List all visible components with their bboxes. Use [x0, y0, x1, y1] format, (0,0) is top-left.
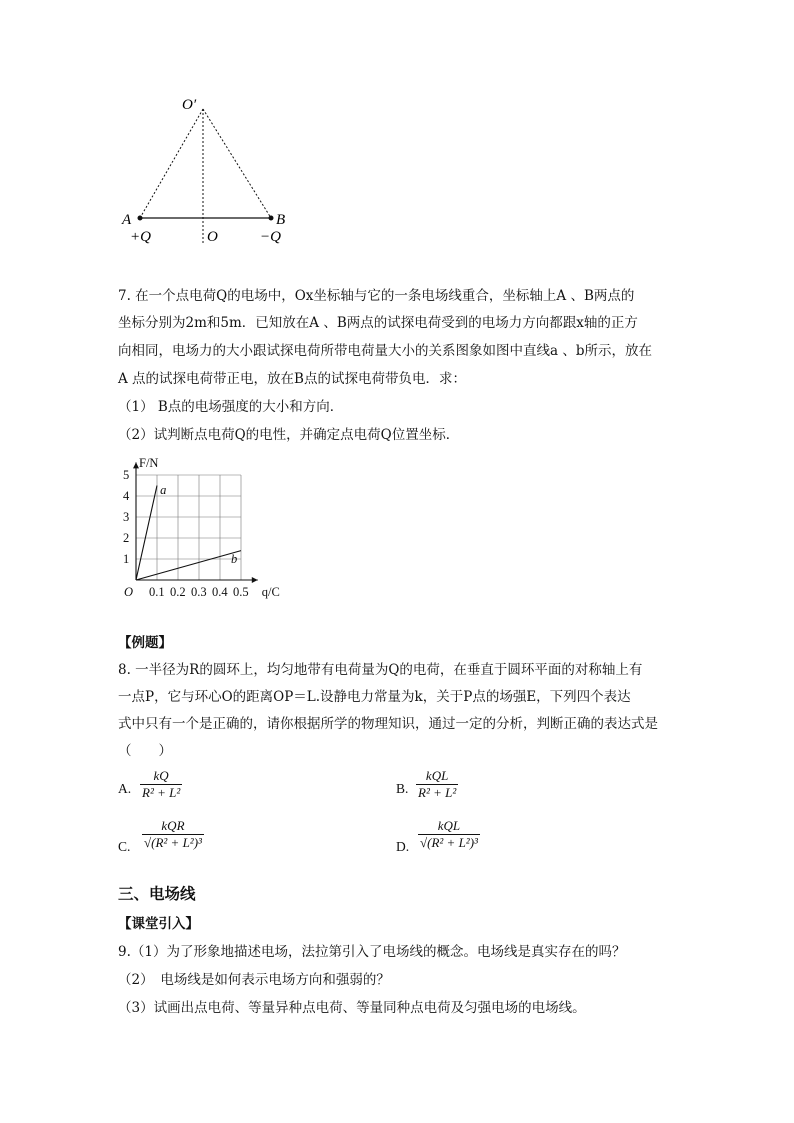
option-a-numerator: kQ — [153, 768, 169, 783]
label-minus-q: −Q — [260, 229, 281, 245]
force-charge-chart — [112, 448, 282, 600]
y-tick-label: 4 — [123, 489, 130, 503]
q9-line3: （3）试画出点电荷、等量异种点电荷、等量同种点电荷及匀强电场的电场线。 — [118, 1000, 586, 1016]
option-d-label: D. — [396, 839, 410, 854]
label-b: B — [276, 212, 286, 228]
label-plus-q: +Q — [130, 229, 151, 245]
section-title: 三、电场线 — [118, 884, 196, 903]
q9-line1: 9.（1）为了形象地描述电场，法拉第引入了电场线的概念。电场线是真实存在的吗？ — [118, 944, 626, 960]
x-axis-label: q/C — [261, 585, 280, 599]
option-b-label: B. — [396, 781, 409, 796]
point-A — [138, 216, 143, 221]
option-c-label: C. — [118, 839, 131, 854]
label-a: A — [122, 212, 132, 228]
y-tick-label: 2 — [123, 531, 130, 545]
q7-sub1: （1） B点的电场强度的大小和方向． — [118, 399, 344, 415]
option-a-fraction — [140, 768, 182, 801]
x-tick-label: 0.2 — [170, 585, 186, 599]
option-c-fraction — [142, 818, 204, 851]
option-d-denominator: √(R² + L²)³ — [420, 835, 478, 850]
x-tick-label: 0.1 — [149, 585, 165, 599]
series-line-a — [136, 486, 157, 581]
q8-line3: 式中只有一个是正确的，请你根据所学的物理知识，通过一定的分析，判断正确的表达式是 — [118, 716, 658, 732]
example-header: 【例题】 — [118, 635, 172, 651]
y-tick-label: 3 — [123, 510, 130, 524]
option-c-denominator: √(R² + L²)³ — [144, 835, 202, 850]
y-axis-label: F/N — [139, 455, 159, 470]
q8-line4: （ ） — [118, 743, 172, 759]
q7-sub2: （2）试判断点电荷Q的电性，并确定点电荷Q位置坐标． — [118, 427, 460, 443]
x-tick-label: 0.4 — [212, 585, 228, 599]
sqrt-icon: √ — [144, 835, 152, 850]
intro-header: 【课堂引入】 — [118, 916, 199, 932]
charge-diagram — [110, 95, 310, 255]
x-tick-label: 0.3 — [191, 585, 207, 599]
origin-label: O — [124, 585, 134, 599]
chart-series — [136, 486, 241, 581]
option-b-fraction — [416, 768, 458, 801]
q7-line3: 向相同，电场力的大小跟试探电荷所带电荷量大小的关系图象如图中直线a 、b所示，放在 — [118, 343, 652, 359]
point-B — [269, 216, 274, 221]
label-o-prime: O′ — [182, 97, 197, 113]
y-tick-label: 1 — [123, 552, 130, 566]
dotted-line-right — [203, 109, 271, 218]
option-a-label: A. — [118, 781, 132, 796]
x-axis-arrow-icon — [252, 577, 258, 583]
y-tick-label: 5 — [123, 468, 130, 482]
chart-grid — [136, 475, 241, 580]
option-c-numerator: kQR — [161, 818, 185, 833]
option-b-numerator: kQL — [425, 768, 449, 783]
x-tick-label: 0.5 — [233, 585, 249, 599]
q8-line1: 8. 一半径为R的圆环上，均匀地带有电荷量为Q的电荷，在垂直于圆环平面的对称轴上有 — [118, 662, 643, 678]
option-d-fraction — [418, 818, 480, 851]
q7-line4: A 点的试探电荷带正电，放在B点的试探电荷带负电．求： — [118, 371, 466, 387]
dotted-line-left — [140, 109, 203, 218]
q7-line2: 坐标分别为2m和5m．已知放在A 、B两点的试探电荷受到的电场力方向都跟x轴的正方 — [118, 315, 638, 331]
series-line-b — [136, 551, 241, 580]
chart-axes — [133, 462, 258, 583]
q7-line1: 7. 在一个点电荷Q的电场中，Ox坐标轴与它的一条电场线重合，坐标轴上A 、B两点的 — [118, 288, 635, 304]
option-b-denominator: R² + L² — [418, 785, 457, 800]
sqrt-icon: √ — [420, 835, 428, 850]
q9-line2: （2） 电场线是如何表示电场方向和强弱的？ — [118, 972, 390, 988]
q8-line2: 一点P，它与环心O的距离OP＝L.设静电力常量为k，关于P点的场强E，下列四个表达 — [118, 689, 631, 705]
series-label-b: b — [231, 552, 238, 567]
option-a-denominator: R² + L² — [142, 785, 181, 800]
label-o: O — [207, 229, 218, 245]
option-d-numerator: kQL — [437, 818, 461, 833]
series-label-a: a — [160, 482, 167, 497]
